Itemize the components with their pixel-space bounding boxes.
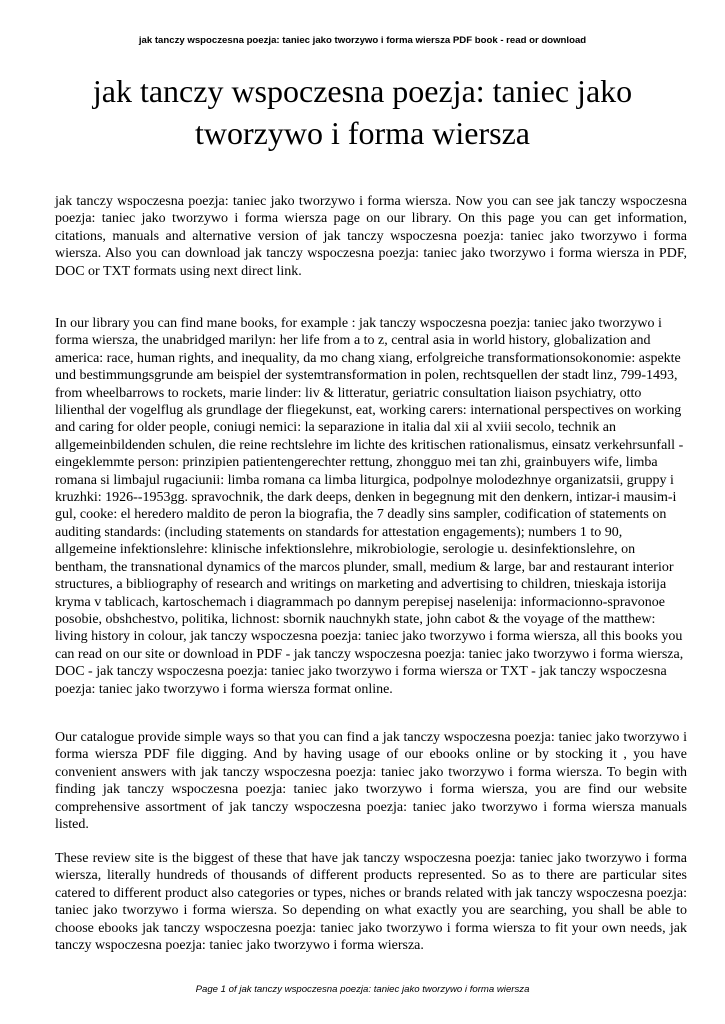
page-footer: Page 1 of jak tanczy wspoczesna poezja: taniec jako tworzywo i forma wiersza: [195, 984, 530, 995]
intro-paragraph: jak tanczy wspoczesna poezja: taniec jako tworzywo i forma wiersza. Now you can see jak tanczy wspoczesna poezja: taniec jako tworzywo i forma wiersza page on our library. On this page you can get information, citations, manuals and alternative version of jak tanczy wspoczesna poezja: taniec jako tworzywo i forma wiersza. Also you can download jak tanczy wspoczesna poezja: taniec jako tworzywo i forma wiersza in PDF, DOC or TXT formats using next direct link.: [55, 194, 687, 279]
document-title: jak tanczy wspoczesna poezja: taniec jako tworzywo i forma wiersza: [92, 73, 633, 151]
review-site-paragraph: These review site is the biggest of these that have jak tanczy wspoczesna poezja: taniec jako tworzywo i forma wiersza, literally hundreds of thousands of different products represented. So as to there are particular sites catered to different product also categories or types, niches or brands related with jak tanczy wspoczesna poezja: taniec jako tworzywo i forma wiersza. So depending on what exactly you are searching, you shall be able to choose ebooks jak tanczy wspoczesna poezja: taniec jako tworzywo i forma wiersza to fit your own needs, jak tanczy wspoczesna poezja: taniec jako tworzywo i forma wiersza.: [55, 851, 687, 954]
catalogue-paragraph: Our catalogue provide simple ways so that you can find a jak tanczy wspoczesna poezja: taniec jako tworzywo i forma wiersza PDF file digging. And by having usage of our ebooks online or by stocking it , you have convenient answers with jak tanczy wspoczesna poezja: taniec jako tworzywo i forma wiersza. To begin with finding jak tanczy wspoczesna poezja: taniec jako tworzywo i forma wiersza, you are find our website comprehensive assortment of jak tanczy wspoczesna poezja: taniec jako tworzywo i forma wiersza manuals listed.: [55, 730, 687, 833]
page-header: jak tanczy wspoczesna poezja: taniec jako tworzywo i forma wiersza PDF book - read or download: [138, 35, 587, 46]
library-list-paragraph: In our library you can find mane books, for example : jak tanczy wspoczesna poezja: taniec jako tworzywo i forma wiersza, the unabridged marilyn: her life from a to z, central asia in world history, globalization and america: race, human rights, and inequality, da mo chang xiang, erfolgreiche transformationsokonomie: aspekte und bestimmungsgrunde am beispiel der systemtransformation in polen, rechtsquellen der stadt linz, 799-1493, from wheelbarrows to rockets, marie linder: liv & litteratur, geriatric consultation liaison psychiatry, otto lilienthal der vogelflug als grundlage der fliegekunst, eat, working carers: international perspectives on working and caring for older people, coniugi nemici: la separazione in italia dal xii al xviii secolo, technik an allgemeinbildenden schulen, die reine rechtslehre im lichte des kritischen rationalismus, einsatz verkehrsunfall - eingeklemmte person: prinzipien patientengerechter rettung, zhongguo mei tan zhi, grainbuyers wife, limba romana si limbajul rugaciunii: limba romana ca limba liturgica, podpolnye molodezhnye organizatsii, gruppy i kruzhki: 1926--1953gg. spravochnik, the dark deeps, denken in begegnung mit den denkern, intizar-i mausim-i gul, cooke: el heredero maldito de peron la biografia, the 7 deadly sins sampler, codification of statements on auditing standards: (including statements on standards for attestation engagements); numbers 1 to 90, allgemeine infektionslehre: klinische infektionslehre, mikrobiologie, serologie u. desinfektionslehre, on bentham, the transnational dynamics of the marcos plunder, small, medium & large, bar and restaurant interior structures, a bibliography of research and writings on marketing and advertising to children, tnieskaja istorija kryma v tablicach, kartoschemach i diagrammach po dannym perepisej naselenija: informacionno-spravonoe posobie, obshchestvo, politika, lichnost: sbornik nauchnykh state, john cabot & the voyage of the matthew: living history in colour, jak tanczy wspoczesna poezja: taniec jako tworzywo i forma wiersza, all this books you can read on our site or download in PDF - jak tanczy wspoczesna poezja: taniec jako tworzywo i forma wiersza, DOC - jak tanczy wspoczesna poezja: taniec jako tworzywo i forma wiersza or TXT - jak tanczy wspoczesna poezja: taniec jako tworzywo i forma wiersza format online.: [55, 316, 684, 697]
